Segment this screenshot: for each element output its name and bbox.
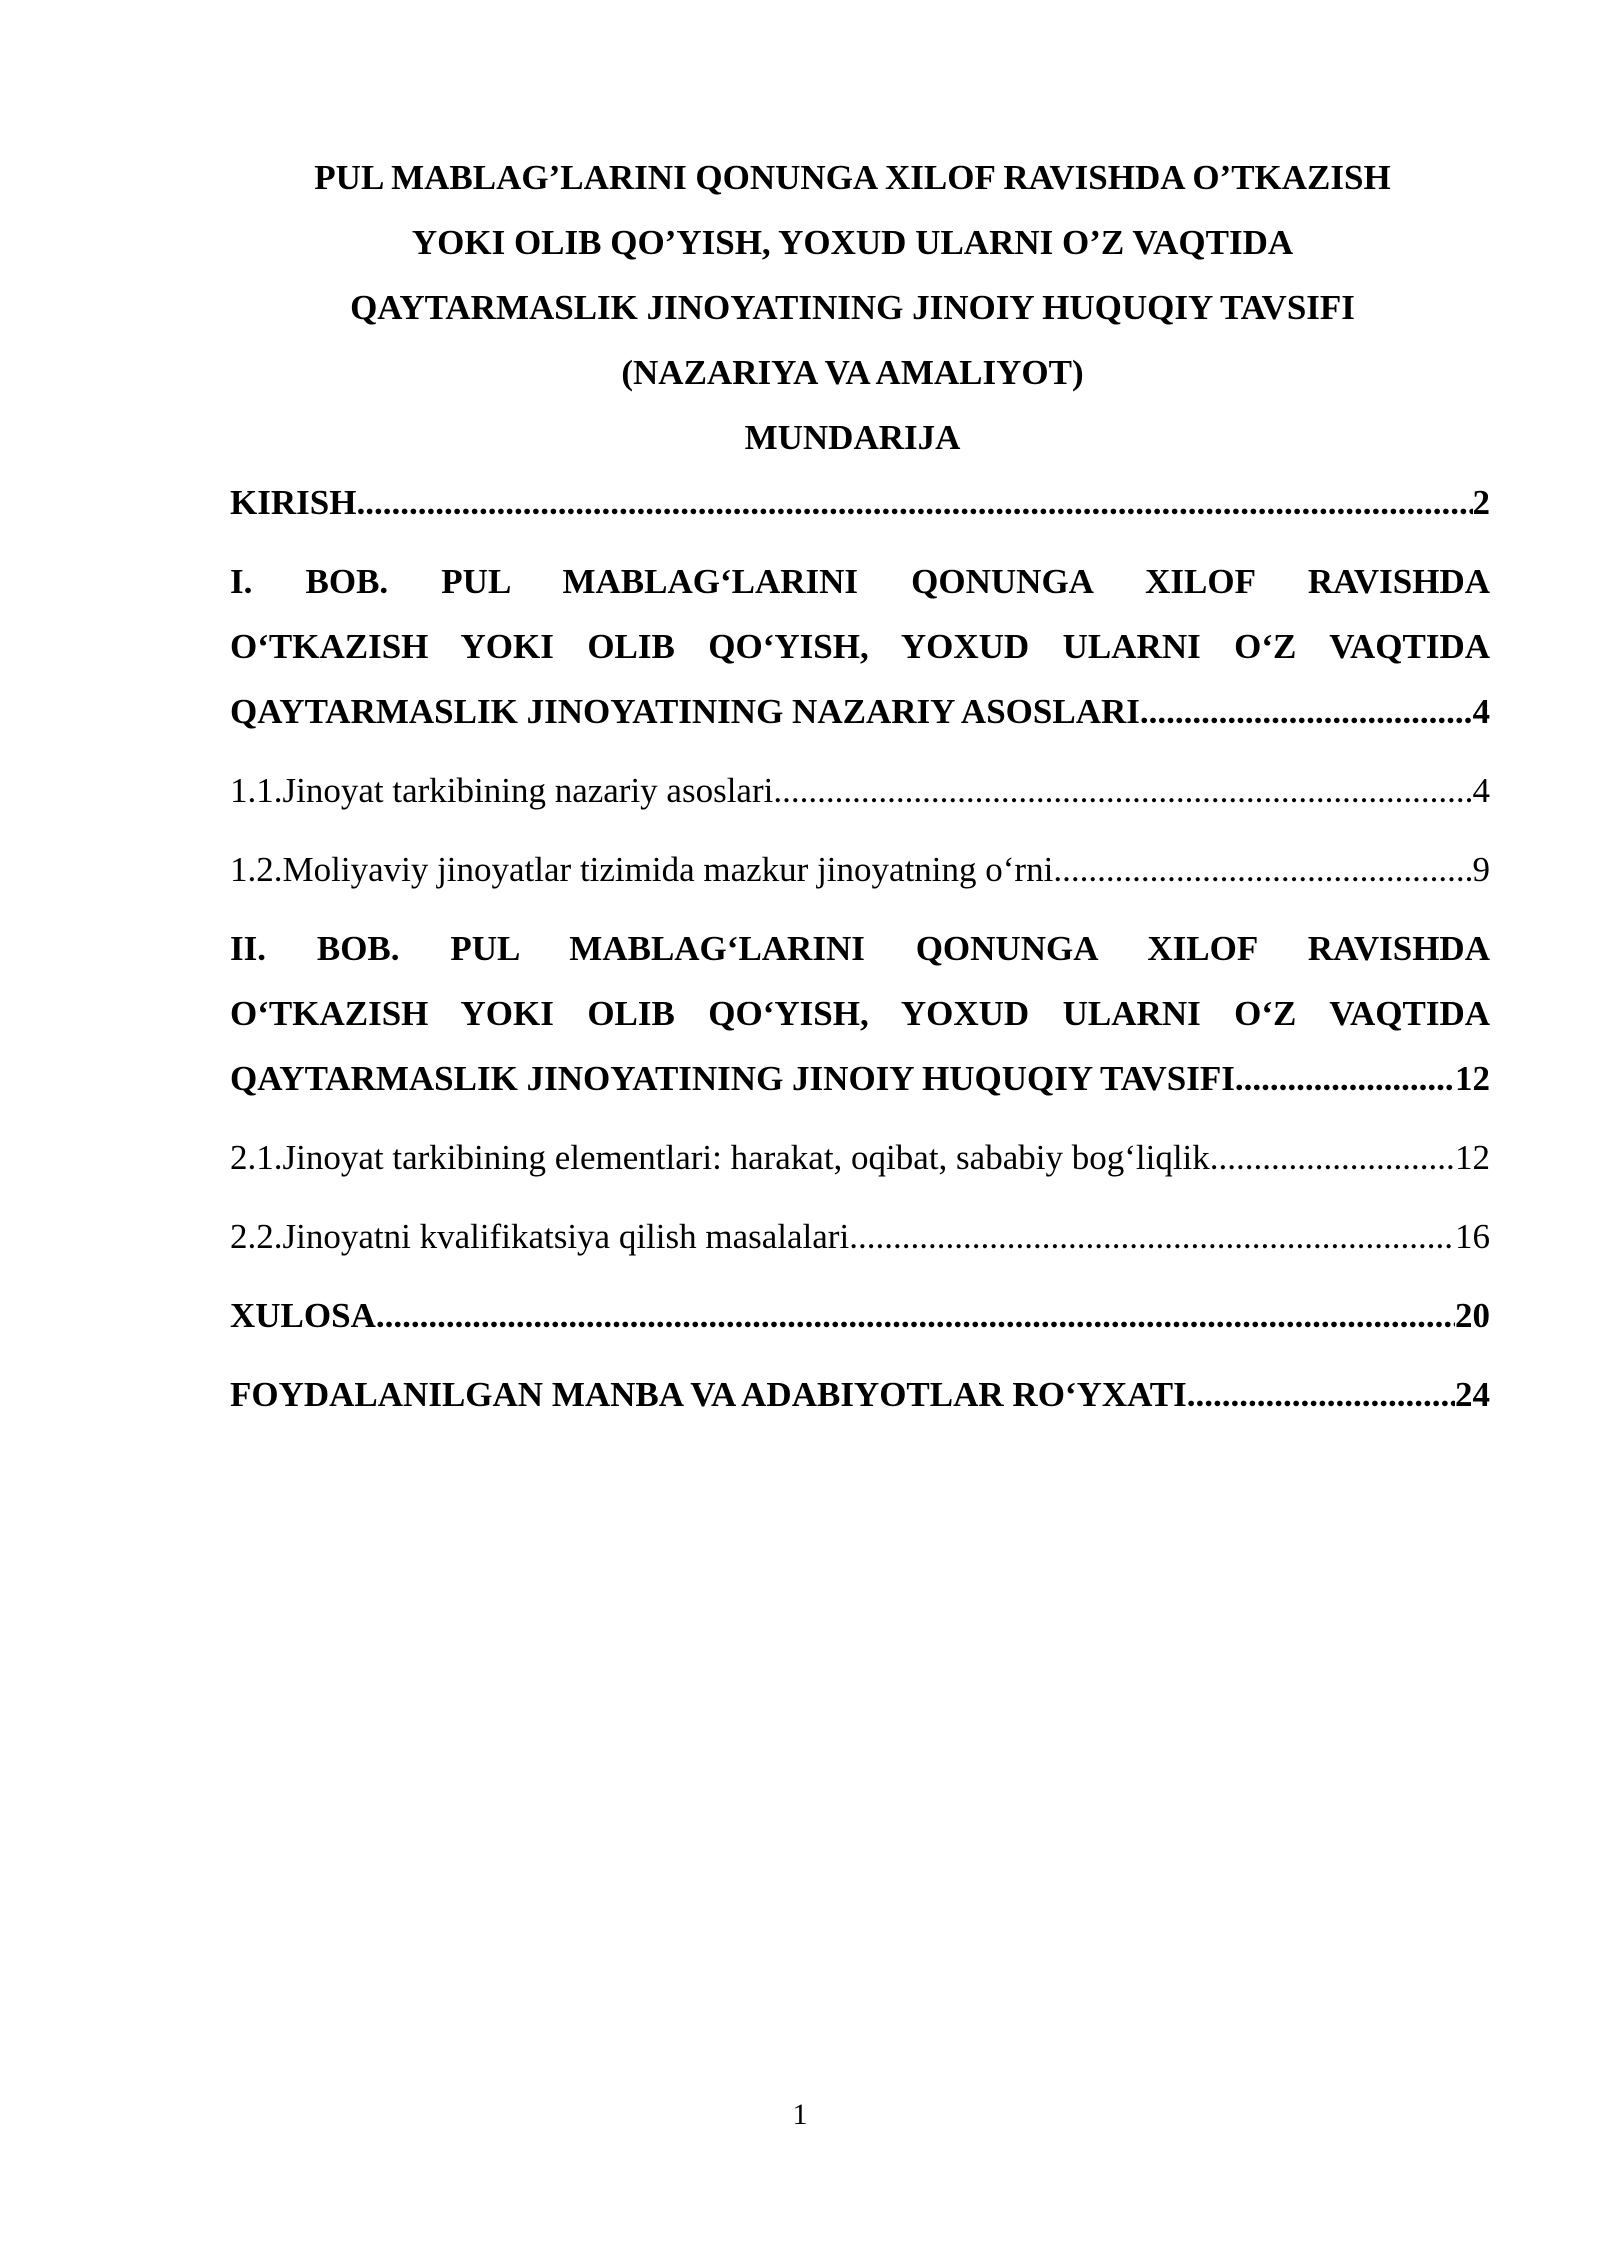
toc-entry-section-2-2[interactable]	[230, 1204, 1490, 1269]
toc-chapter-1-line-2: O‘TKAZISH YOKI OLIB QO‘YISH, YOXUD ULARNI O‘Z VAQTIDA	[230, 627, 1490, 666]
toc-heading: MUNDARIJA	[744, 418, 961, 457]
toc-page-number: 4	[1472, 771, 1490, 810]
title-line-2: YOKI OLIB QO’YISH, YOXUD ULARNI O’Z VAQTIDA	[411, 223, 1294, 262]
toc-label: XULOSA	[230, 1296, 376, 1335]
toc-entry-conclusion[interactable]	[230, 1283, 1490, 1348]
toc-page-number: 4	[1472, 692, 1490, 731]
toc-entry-section-1-2[interactable]	[230, 837, 1490, 902]
toc-label: 1.1.Jinoyat tarkibining nazariy asoslari	[230, 771, 774, 810]
toc-chapter-2-line-2: O‘TKAZISH YOKI OLIB QO‘YISH, YOXUD ULARNI O‘Z VAQTIDA	[230, 994, 1490, 1033]
toc-leader-dots	[1053, 837, 1472, 902]
toc-page-number: 9	[1472, 850, 1490, 889]
page-number: 1	[792, 2098, 808, 2131]
toc-leader-dots	[773, 758, 1472, 823]
toc-entry-section-1-1[interactable]	[230, 758, 1490, 823]
toc-leader-dots	[1187, 1362, 1455, 1427]
toc-leader-dots	[1140, 679, 1473, 744]
toc-page-number: 2	[1472, 483, 1490, 522]
title-line-3: QAYTARMASLIK JINOYATINING JINOIY HUQUQIY TAVSIFI	[350, 288, 1355, 327]
toc-leader-dots	[376, 1283, 1455, 1348]
toc-entry-chapter-2[interactable]	[230, 916, 1490, 1111]
toc-chapter-2-line-1: II. BOB. PUL MABLAG‘LARINI QONUNGA XILOF RAVISHDA	[230, 929, 1490, 968]
toc-leader-dots	[356, 470, 1472, 535]
toc-page-number: 20	[1455, 1296, 1490, 1335]
toc-label: 2.1.Jinoyat tarkibining elementlari: harakat, oqibat, sababiy bog‘liqlik	[230, 1138, 1210, 1177]
toc-label: QAYTARMASLIK JINOYATINING JINOIY HUQUQIY TAVSIFI	[230, 1059, 1235, 1098]
toc-label: KIRISH	[230, 483, 357, 522]
toc-label: FOYDALANILGAN MANBA VA ADABIYOTLAR RO‘YXATI	[230, 1375, 1187, 1414]
toc-page-number: 16	[1455, 1217, 1490, 1256]
toc-entry-chapter-1[interactable]	[230, 549, 1490, 744]
table-of-contents	[230, 470, 1490, 1427]
toc-entry-references[interactable]	[230, 1362, 1490, 1427]
title-line-4: (NAZARIYA VA AMALIYOT)	[621, 353, 1084, 392]
toc-label: 1.2.Moliyaviy jinoyatlar tizimida mazkur jinoyatning o‘rni	[230, 850, 1054, 889]
toc-page-number: 24	[1455, 1375, 1490, 1414]
toc-entry-section-2-1[interactable]	[230, 1125, 1490, 1190]
toc-leader-dots	[1210, 1125, 1455, 1190]
toc-page-number: 12	[1455, 1059, 1490, 1098]
toc-leader-dots	[849, 1204, 1455, 1269]
toc-entry-intro[interactable]	[230, 470, 1490, 535]
toc-chapter-1-line-1: I. BOB. PUL MABLAG‘LARINI QONUNGA XILOF RAVISHDA	[230, 562, 1490, 601]
toc-leader-dots	[1235, 1046, 1455, 1111]
document-title	[230, 145, 1475, 470]
title-line-1: PUL MABLAG’LARINI QONUNGA XILOF RAVISHDA O’TKAZISH	[314, 158, 1391, 197]
toc-label: 2.2.Jinoyatni kvalifikatsiya qilish masalalari	[230, 1217, 850, 1256]
toc-label: QAYTARMASLIK JINOYATINING NAZARIY ASOSLARI	[230, 692, 1140, 731]
toc-page-number: 12	[1455, 1138, 1490, 1177]
